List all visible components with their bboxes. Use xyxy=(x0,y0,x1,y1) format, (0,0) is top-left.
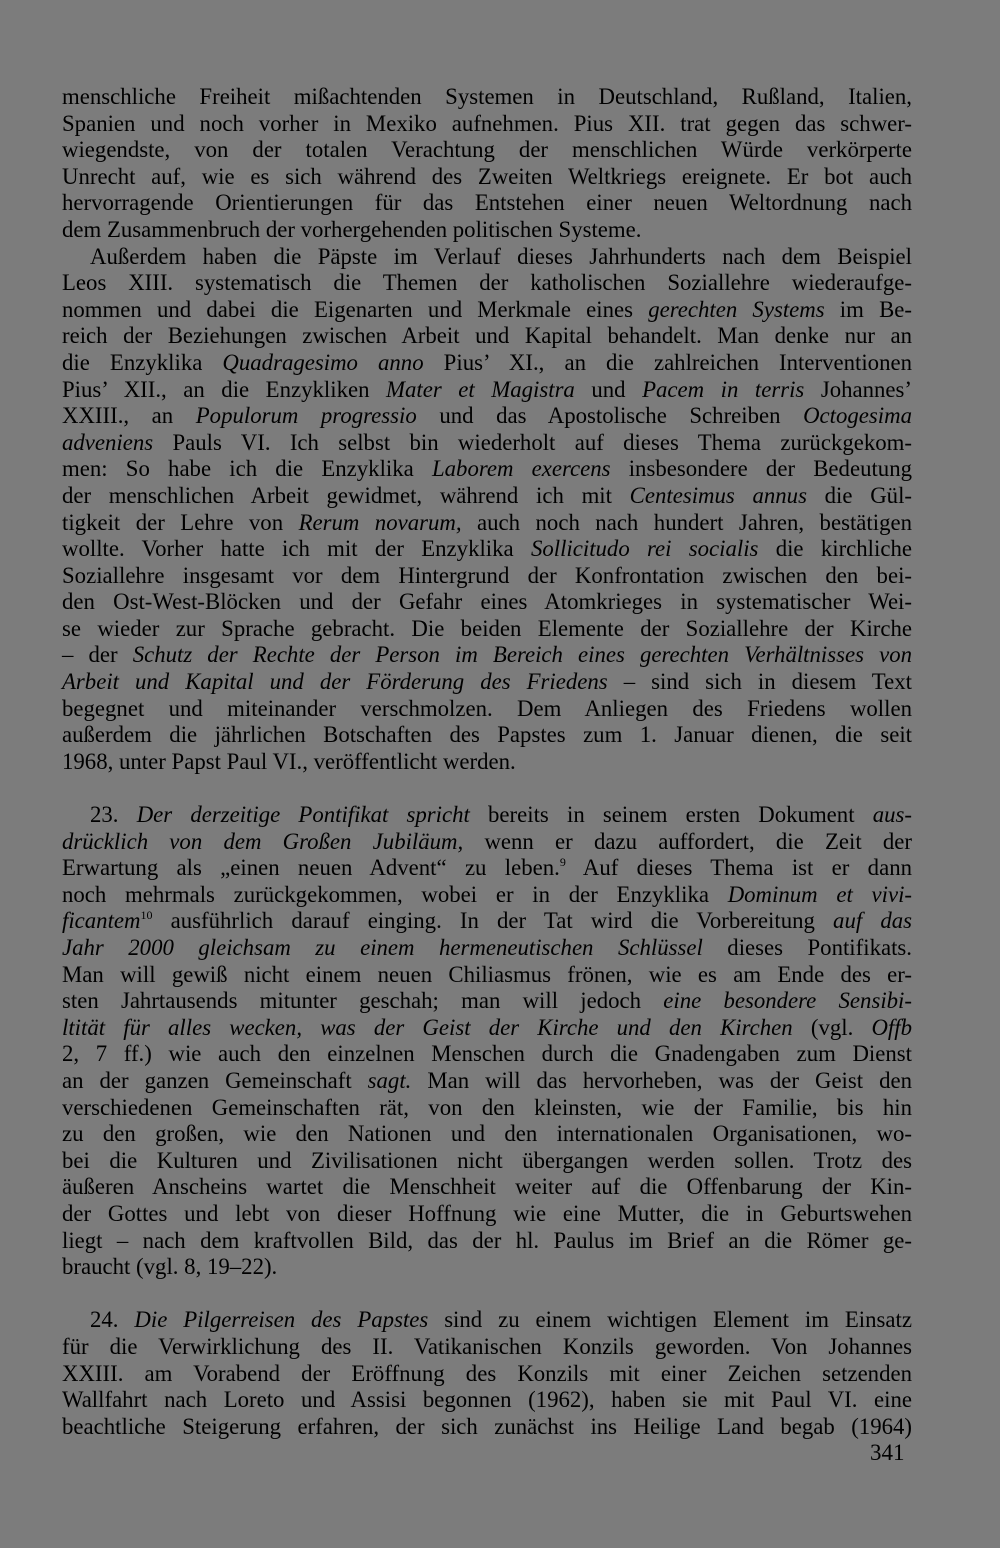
text-span: – der xyxy=(62,642,133,668)
italic-text: Mater et Magistra xyxy=(386,376,575,402)
text-span: Leos XIII. systematisch die Themen der katholischen Soziallehre wiederaufge- xyxy=(62,270,912,296)
text-span: begegnet und miteinander verschmolzen. Dem Anliegen des Friedens wollen xyxy=(62,695,912,721)
text-span: hervorragende Orientierungen für das Entstehen einer neuen Weltordnung nach xyxy=(62,190,912,216)
text-span: 23. xyxy=(90,802,137,828)
text-line xyxy=(62,908,912,935)
text-line xyxy=(62,563,912,590)
text-span: Pius’ XI., an die zahlreichen Interventionen xyxy=(423,349,912,375)
text-span: die Enzyklika xyxy=(62,349,223,375)
text-span: verschiedenen Gemeinschaften rät, von den kleinsten, wie der Familie, bis hin xyxy=(62,1094,912,1120)
text-line xyxy=(62,802,912,829)
italic-text: Laborem exercens xyxy=(431,456,611,482)
text-span: Auf dieses Thema ist er dann xyxy=(565,855,912,881)
text-line xyxy=(62,164,912,191)
text-line xyxy=(62,1015,912,1042)
text-line xyxy=(62,962,912,989)
text-line xyxy=(62,483,912,510)
text-span: wenn er dazu auffordert, die Zeit der xyxy=(463,828,912,854)
text-span: ausführlich darauf einging. In der Tat wird die Vorbereitung xyxy=(152,908,834,934)
text-line xyxy=(62,270,912,297)
text-span: die kirchliche xyxy=(758,536,912,562)
italic-text: Sollicitudo rei socialis xyxy=(530,536,759,562)
text-span: Pius’ XII., an die Enzykliken xyxy=(62,376,387,402)
text-span: Pauls VI. Ich selbst bin wiederholt auf dieses Thema zurückgekom- xyxy=(153,429,912,455)
text-span: – sind sich in diesem Text xyxy=(607,669,912,695)
text-span: auch noch nach hundert Jahren, bestätigen xyxy=(461,509,912,535)
footnote-ref: 9 xyxy=(559,855,566,870)
text-span: sind zu einem wichtigen Element im Einsatz xyxy=(428,1307,912,1333)
text-span: 2, 7 ff.) wie auch den einzelnen Menschen durch die Gnadengaben zum Dienst xyxy=(62,1041,912,1067)
text-line xyxy=(62,882,912,909)
italic-text: ltität für alles wecken, was der Geist der Kirche und den Kirchen xyxy=(62,1014,793,1040)
text-span: außerdem die jährlichen Botschaften des Papstes zum 1. Januar dienen, die seit xyxy=(62,722,912,748)
italic-text: sagt. xyxy=(367,1067,412,1093)
text-line xyxy=(62,111,912,138)
text-span: Man will gewiß nicht einem neuen Chiliasmus frönen, wie es am Ende des er- xyxy=(62,961,912,987)
text-line xyxy=(62,669,912,696)
paragraph-gap xyxy=(62,775,912,802)
text-span: Unrecht auf, wie es sich während des Zweiten Weltkriegs ereignete. Er bot auch xyxy=(62,163,912,189)
text-span: XXIII. am Vorabend der Eröffnung des Konzils mit einer Zeichen setzenden xyxy=(62,1360,912,1386)
text-line xyxy=(62,935,912,962)
paragraph xyxy=(62,802,912,1281)
italic-text: eine besondere Sensibi- xyxy=(663,988,912,1014)
text-span: 24. xyxy=(90,1307,135,1333)
text-line xyxy=(62,244,912,271)
text-line xyxy=(62,297,912,324)
italic-text: Quadragesimo anno xyxy=(222,349,424,375)
text-line xyxy=(62,350,912,377)
italic-text: auf das xyxy=(833,908,912,934)
text-line xyxy=(62,722,912,749)
italic-text: adveniens xyxy=(62,429,154,455)
text-span: äußeren Anscheins wartet die Menschheit weiter auf die Offenbarung der Kin- xyxy=(62,1174,912,1200)
text-line xyxy=(62,1414,912,1441)
text-line xyxy=(62,749,912,776)
text-line xyxy=(62,1148,912,1175)
text-line xyxy=(62,1254,912,1281)
text-span: XXIII., an xyxy=(62,403,196,429)
text-line xyxy=(62,377,912,404)
text-line xyxy=(62,642,912,669)
text-line xyxy=(62,1174,912,1201)
italic-text: Offb xyxy=(871,1014,912,1040)
text-span: se wieder zur Sprache gebracht. Die beiden Elemente der Soziallehre der Kirche xyxy=(62,615,912,641)
text-span: reich der Beziehungen zwischen Arbeit und Kapital behandelt. Man denke nur an xyxy=(62,323,912,349)
text-line xyxy=(62,1334,912,1361)
italic-text: Octogesima xyxy=(803,403,912,429)
italic-text: Centesimus annus xyxy=(629,482,807,508)
text-line xyxy=(62,1361,912,1388)
text-line xyxy=(62,616,912,643)
text-line xyxy=(62,1307,912,1334)
paragraph-gap xyxy=(62,1281,912,1308)
italic-text: Jahr 2000 gleichsam zu einem hermeneutischen Schlüssel xyxy=(62,935,703,960)
text-span: den Ost-West-Blöcken und der Gefahr eines Atomkrieges in systematischer Wei- xyxy=(62,589,912,615)
text-line xyxy=(62,456,912,483)
italic-text: drücklich von dem Großen Jubiläum, xyxy=(62,828,464,854)
text-line xyxy=(62,988,912,1015)
text-line xyxy=(62,1201,912,1228)
paragraph xyxy=(62,84,912,244)
text-line xyxy=(62,137,912,164)
text-span: für die Verwirklichung des II. Vatikanischen Konzils geworden. Von Johannes xyxy=(62,1333,912,1359)
paragraph xyxy=(62,244,912,776)
text-span: tigkeit der Lehre von xyxy=(62,509,299,535)
text-line xyxy=(62,589,912,616)
text-span: Außerdem haben die Päpste im Verlauf dieses Jahrhunderts nach dem Beispiel xyxy=(90,243,912,269)
text-line xyxy=(62,855,912,882)
text-span: menschliche Freiheit mißachtenden Systemen in Deutschland, Rußland, Italien, xyxy=(62,84,912,109)
italic-text: gerechten Systems xyxy=(648,296,825,322)
italic-text: Pacem in terris xyxy=(642,376,805,402)
text-line xyxy=(62,430,912,457)
text-span: liegt – nach dem kraftvollen Bild, das der hl. Paulus im Brief an die Römer ge- xyxy=(62,1227,912,1253)
italic-text: Arbeit und Kapital und der Förderung des Friedens xyxy=(62,669,608,695)
page-number: 341 xyxy=(870,1440,905,1465)
footnote-ref: 10 xyxy=(140,908,153,923)
text-span: dem Zusammenbruch der vorhergehenden politischen Systeme. xyxy=(62,216,642,242)
page-body xyxy=(62,84,912,1440)
text-span: Spanien und noch vorher in Mexiko aufnehmen. Pius XII. trat gegen das schwer- xyxy=(62,110,912,136)
text-line xyxy=(62,1121,912,1148)
italic-text: Populorum progressio xyxy=(195,403,417,429)
text-span: bei die Kulturen und Zivilisationen nicht übergangen werden sollen. Trotz des xyxy=(62,1147,912,1173)
text-span: braucht (vgl. 8, 19–22). xyxy=(62,1254,278,1280)
italic-text: Schutz der Rechte der Person im Bereich eines gerechten Verhältnisses von xyxy=(132,642,912,668)
italic-text: Rerum novarum, xyxy=(298,509,462,535)
text-line xyxy=(62,829,912,856)
text-line xyxy=(62,217,912,244)
text-line xyxy=(62,510,912,537)
text-line xyxy=(62,1068,912,1095)
italic-text: aus- xyxy=(872,802,912,828)
text-span: Erwartung als „einen neuen Advent“ zu leben. xyxy=(62,855,560,881)
text-span: dieses Pontifikats. xyxy=(702,935,912,960)
text-line xyxy=(62,190,912,217)
text-span: beachtliche Steigerung erfahren, der sich zunächst ins Heilige Land begab (1964) xyxy=(62,1413,912,1439)
italic-text: ficantem xyxy=(62,908,141,934)
text-span: sten Jahrtausends mitunter geschah; man will jedoch xyxy=(62,988,664,1014)
text-line xyxy=(62,1095,912,1122)
text-line xyxy=(62,84,912,111)
text-span: insbesondere der Bedeutung xyxy=(610,456,912,482)
text-span: Man will das hervorheben, was der Geist den xyxy=(411,1067,912,1093)
text-span: der Gottes und lebt von dieser Hoffnung wie eine Mutter, die in Geburtswehen xyxy=(62,1200,912,1226)
text-span: Wallfahrt nach Loreto und Assisi begonnen (1962), haben sie mit Paul VI. eine xyxy=(62,1387,912,1413)
text-span: (vgl. xyxy=(792,1014,872,1040)
italic-text: Dominum et vivi- xyxy=(727,881,912,907)
text-span: nommen und dabei die Eigenarten und Merkmale eines xyxy=(62,296,649,322)
paragraph xyxy=(62,1307,912,1440)
text-span: der menschlichen Arbeit gewidmet, während ich mit xyxy=(62,482,630,508)
text-line xyxy=(62,1041,912,1068)
text-span: noch mehrmals zurückgekommen, wobei er in der Enzyklika xyxy=(62,881,728,907)
text-line xyxy=(62,1387,912,1414)
text-span: wiegendste, von der totalen Verachtung der menschlichen Würde verkörperte xyxy=(62,137,912,163)
text-span: wollte. Vorher hatte ich mit der Enzyklika xyxy=(62,536,531,562)
text-span: zu den großen, wie den Nationen und den internationalen Organisationen, wo- xyxy=(62,1121,912,1147)
italic-text: Der derzeitige Pontifikat spricht xyxy=(136,802,470,828)
text-line xyxy=(62,536,912,563)
text-span: men: So habe ich die Enzyklika xyxy=(62,456,432,482)
text-line xyxy=(62,403,912,430)
text-line xyxy=(62,323,912,350)
text-span: 1968, unter Papst Paul VI., veröffentlicht werden. xyxy=(62,748,516,774)
text-span: Johannes’ xyxy=(804,376,912,402)
text-span: und xyxy=(574,376,643,402)
italic-text: Die Pilgerreisen des Papstes xyxy=(134,1307,429,1333)
text-span: im Be- xyxy=(824,296,912,322)
text-span: bereits in seinem ersten Dokument xyxy=(469,802,873,828)
text-span: an der ganzen Gemeinschaft xyxy=(62,1067,368,1093)
text-line xyxy=(62,696,912,723)
text-span: und das Apostolische Schreiben xyxy=(416,403,804,429)
text-line xyxy=(62,1228,912,1255)
text-span: die Gül- xyxy=(806,482,912,508)
text-span: Soziallehre insgesamt vor dem Hintergrund der Konfrontation zwischen den bei- xyxy=(62,562,912,588)
